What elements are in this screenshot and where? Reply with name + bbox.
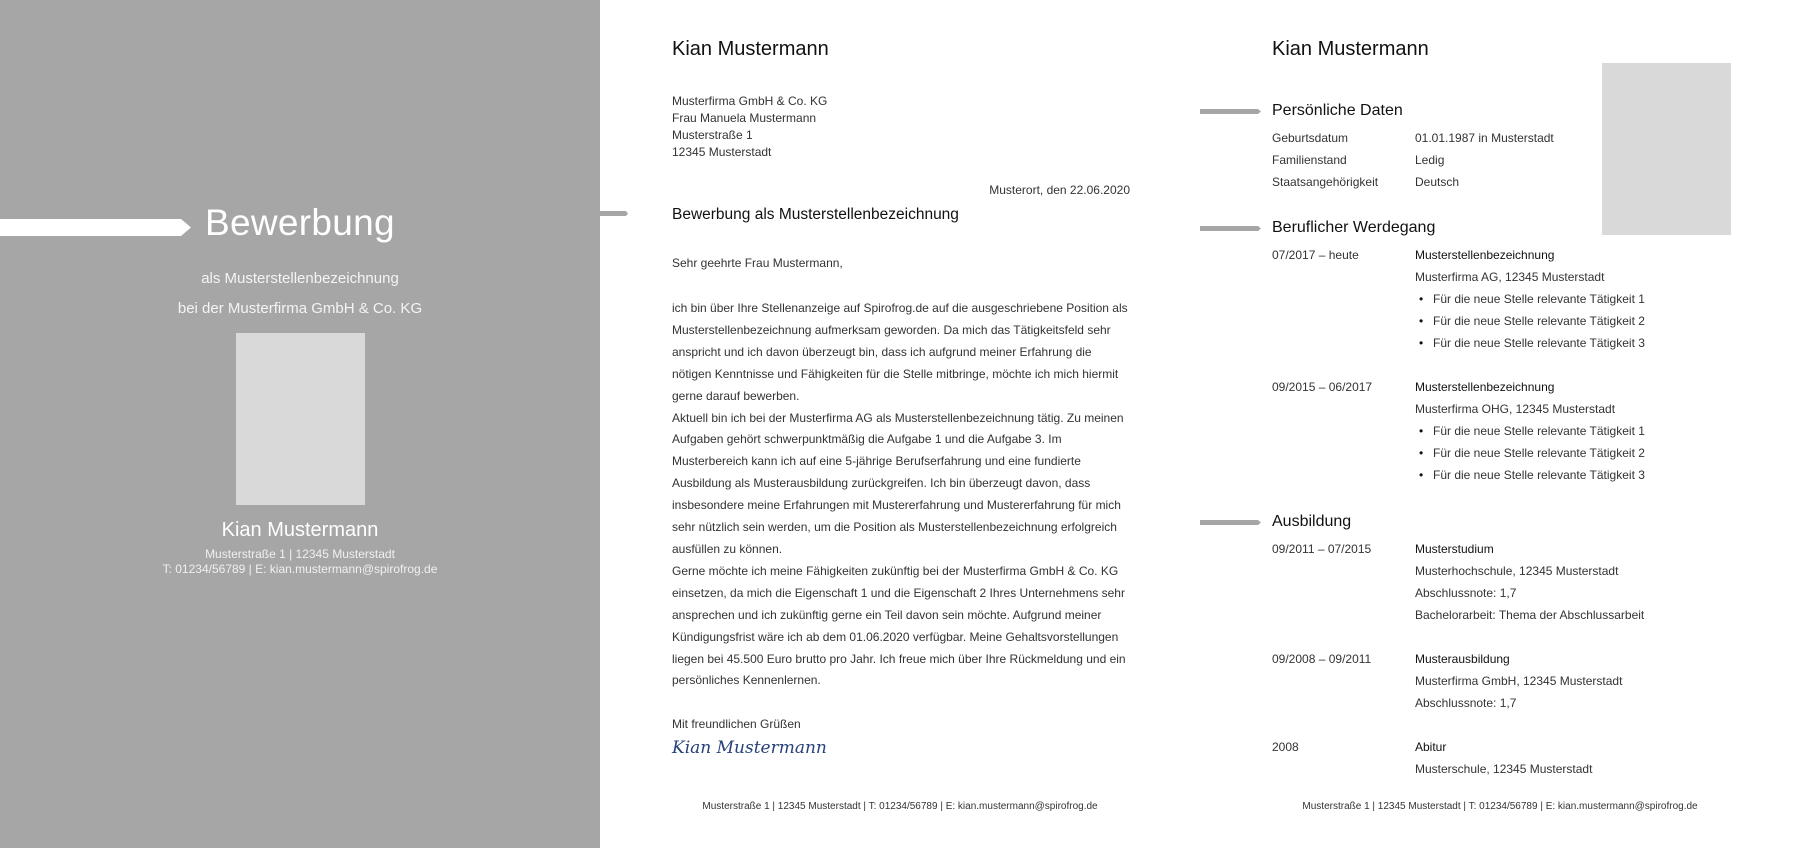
cover-subtitle-company: bei der Musterfirma GmbH & Co. KG bbox=[177, 300, 423, 317]
cover-title: Bewerbung bbox=[205, 202, 395, 243]
letter-footer: Musterstraße 1 | 12345 Musterstadt | T: 01234/56789 | E: kian.mustermann@spirofrog.de bbox=[702, 801, 1098, 812]
personal-label: Staatsangehörigkeit bbox=[1272, 175, 1379, 189]
education-title: Abitur bbox=[1415, 740, 1447, 754]
section-title-personal: Persönliche Daten bbox=[1272, 102, 1403, 119]
subject-accent-bar bbox=[600, 211, 628, 216]
cv-photo-placeholder bbox=[1602, 63, 1731, 235]
personal-label: Familienstand bbox=[1272, 153, 1347, 167]
section-title-career: Beruflicher Werdegang bbox=[1272, 219, 1436, 236]
cv-page bbox=[1200, 0, 1800, 848]
section-accent-bar bbox=[1200, 109, 1261, 114]
education-detail: Musterhochschule, 12345 Musterstadt bbox=[1415, 564, 1619, 578]
education-period: 09/2008 – 09/2011 bbox=[1272, 652, 1372, 666]
cv-header-name: Kian Mustermann bbox=[1272, 38, 1429, 60]
handwritten-signature: Kian Mustermann bbox=[672, 738, 827, 758]
letter-subject: Bewerbung als Musterstellenbezeichnung bbox=[672, 206, 959, 223]
personal-label: Geburtsdatum bbox=[1272, 131, 1349, 145]
education-period: 09/2011 – 07/2015 bbox=[1272, 542, 1372, 556]
career-position: Musterstellenbezeichnung bbox=[1415, 380, 1555, 394]
cv-footer: Musterstraße 1 | 12345 Musterstadt | T: 01234/56789 | E: kian.mustermann@spirofrog.de bbox=[1302, 801, 1698, 812]
education-detail: Musterschule, 12345 Musterstadt bbox=[1415, 762, 1593, 776]
career-position: Musterstellenbezeichnung bbox=[1415, 248, 1555, 262]
cover-contact: T: 01234/56789 | E: kian.mustermann@spirofrog.de bbox=[162, 562, 438, 576]
career-period: 09/2015 – 06/2017 bbox=[1272, 380, 1373, 394]
personal-value: Ledig bbox=[1415, 153, 1445, 167]
career-task-list bbox=[1415, 292, 1725, 358]
education-period: 2008 bbox=[1272, 740, 1299, 754]
career-company: Musterfirma OHG, 12345 Musterstadt bbox=[1415, 402, 1616, 416]
letter-paragraph: Gerne möchte ich meine Fähigkeiten zukünftig bei der Musterfirma GmbH & Co. KG einsetzen, da mich die Eigenschaft 1 und die Eigenschaft 2 Ihres Unternehmens sehr ansprechen und ich zukünftig gerne ein Teil davon sein möchte. Aufgrund meiner Kündigungsfrist wäre ich ab dem 01.06.2020 verfügbar. Meine Gehaltsvorstellungen liegen bei 45.500 Euro brutto pro Jahr. Ich freue mich über Ihre Rückmeldung und ein persönliches Kennenlernen. bbox=[672, 563, 1126, 688]
letter-paragraph: Aktuell bin ich bei der Musterfirma AG als Musterstellenbezeichnung tätig. Zu meinen Aufgaben gehört schwerpunktmäßig die Aufgabe 1 und die Aufgabe 3. Im Musterbereich kann ich auf eine 5-jährige Berufserfahrung und eine fundierte Ausbildung als Musterausbildung zurückgreifen. Ich bin überzeugt davon, dass insbesondere meine Erfahrungen mit Mustererfahrung und Mustererfahrung für mich sehr nützlich sein werden, um die Position als Musterstellenbezeichnung erfolgreich ausfüllen zu können. bbox=[672, 410, 1124, 556]
letter-header-name: Kian Mustermann bbox=[672, 38, 829, 60]
cover-address: Musterstraße 1 | 12345 Musterstadt bbox=[205, 547, 395, 561]
education-detail: Musterfirma GmbH, 12345 Musterstadt bbox=[1415, 674, 1623, 688]
cover-photo-placeholder bbox=[236, 333, 365, 505]
letter-closing: Mit freundlichen Grüßen bbox=[672, 717, 801, 731]
recipient-company: Musterfirma GmbH & Co. KG bbox=[672, 94, 828, 108]
career-period: 07/2017 – heute bbox=[1272, 248, 1359, 262]
recipient-person: Frau Manuela Mustermann bbox=[672, 111, 817, 125]
cover-name: Kian Mustermann bbox=[221, 519, 379, 541]
recipient-address bbox=[672, 93, 827, 161]
career-task: • Für die neue Stelle relevante Tätigkeit 1 bbox=[1415, 292, 1725, 314]
education-title: Musterstudium bbox=[1415, 542, 1494, 556]
education-detail: Abschlussnote: 1,7 bbox=[1415, 586, 1517, 600]
career-task-list bbox=[1415, 424, 1725, 490]
education-detail: Abschlussnote: 1,7 bbox=[1415, 696, 1517, 710]
recipient-street: Musterstraße 1 bbox=[672, 128, 753, 142]
career-task: • Für die neue Stelle relevante Tätigkeit 3 bbox=[1415, 336, 1725, 358]
cover-page bbox=[0, 0, 600, 848]
personal-value: Deutsch bbox=[1415, 175, 1460, 189]
career-task: • Für die neue Stelle relevante Tätigkeit 3 bbox=[1415, 468, 1725, 490]
section-accent-bar bbox=[1200, 226, 1261, 231]
letter-body bbox=[672, 298, 1134, 692]
career-task: • Für die neue Stelle relevante Tätigkeit 1 bbox=[1415, 424, 1725, 446]
cover-letter-page bbox=[600, 0, 1200, 848]
letter-date: Musterort, den 22.06.2020 bbox=[989, 183, 1130, 197]
career-task: • Für die neue Stelle relevante Tätigkeit 2 bbox=[1415, 446, 1725, 468]
section-title-education: Ausbildung bbox=[1272, 513, 1352, 530]
letter-paragraph: ich bin über Ihre Stellenanzeige auf Spirofrog.de auf die ausgeschriebene Position als Musterstellenbezeichnung aufmerksam geworden. Da mich das Tätigkeitsfeld sehr anspricht und ich davon überzeugt bin, dass ich aufgrund meiner Erfahrung die nötigen Kenntnisse und Fähigkeiten für die Stelle mitbringe, möchte ich mich hiermit gerne darauf bewerben. bbox=[672, 301, 1128, 403]
cover-subtitle-position: als Musterstellenbezeichnung bbox=[201, 270, 399, 287]
education-detail: Bachelorarbeit: Thema der Abschlussarbeit bbox=[1415, 608, 1645, 622]
letter-salutation: Sehr geehrte Frau Mustermann, bbox=[672, 256, 843, 270]
recipient-city: 12345 Musterstadt bbox=[672, 145, 772, 159]
personal-value: 01.01.1987 in Musterstadt bbox=[1415, 131, 1554, 145]
education-title: Musterausbildung bbox=[1415, 652, 1510, 666]
section-accent-bar bbox=[1200, 520, 1261, 525]
career-task: • Für die neue Stelle relevante Tätigkeit 2 bbox=[1415, 314, 1725, 336]
career-company: Musterfirma AG, 12345 Musterstadt bbox=[1415, 270, 1605, 284]
